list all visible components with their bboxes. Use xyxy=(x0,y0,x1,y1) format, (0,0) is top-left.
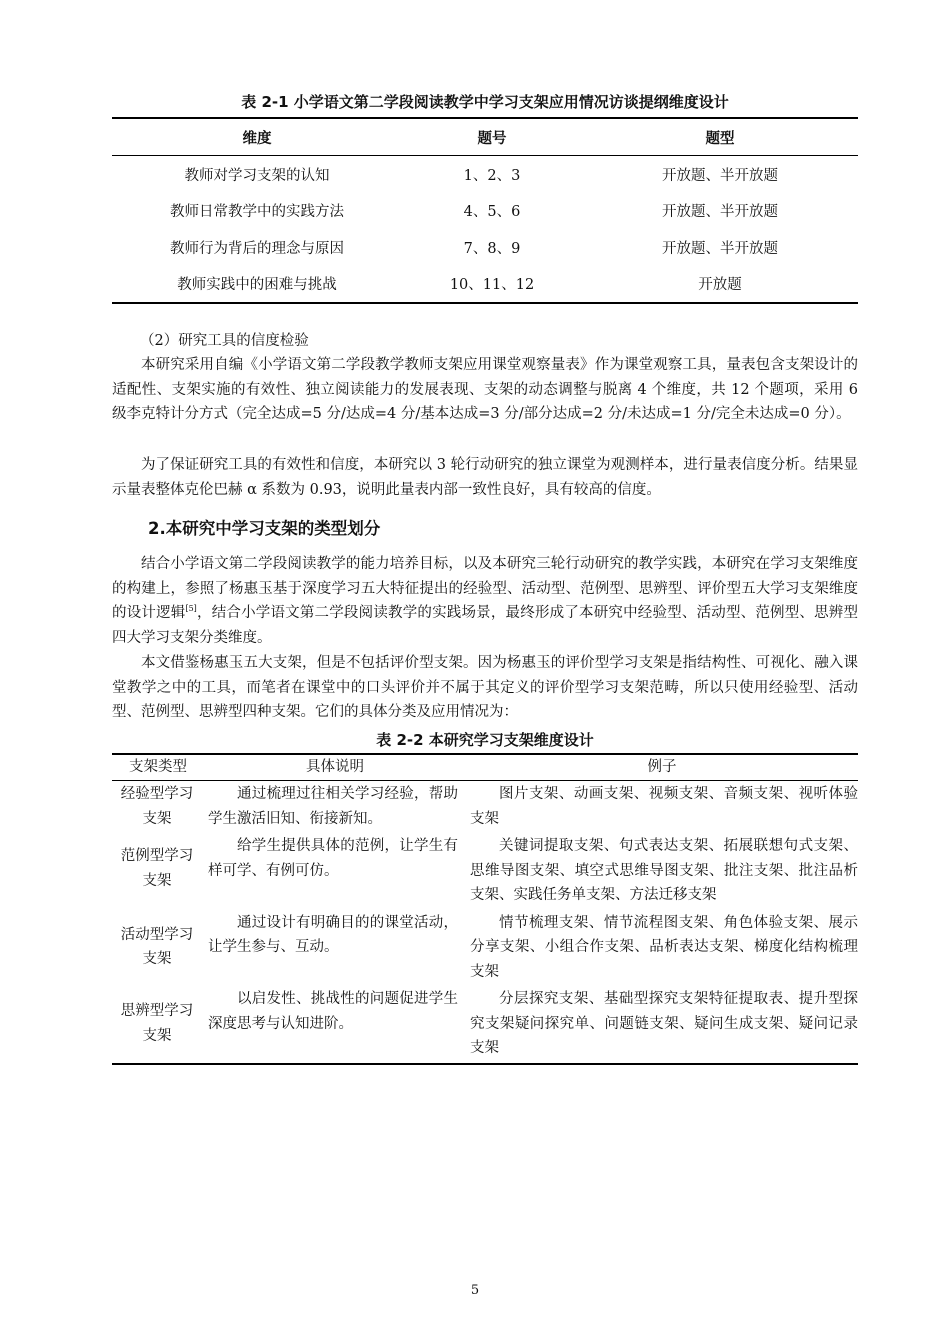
table-row xyxy=(112,156,858,193)
table1-header-question-no: 题号 xyxy=(402,118,582,156)
table1-cell: 开放题、半开放题 xyxy=(662,204,778,221)
table1-cell: 1、2、3 xyxy=(463,167,521,184)
table1-cell: 开放题 xyxy=(582,266,858,304)
table1-cell: 开放题、半开放题 xyxy=(662,167,778,184)
table1 xyxy=(112,117,858,304)
table1-cell: 教师行为背后的理念与原因 xyxy=(170,240,344,257)
table2-header-examples: 例子 xyxy=(466,754,858,781)
table-row xyxy=(112,229,858,266)
table1-header-row xyxy=(112,118,858,156)
table2-header-type: 支架类型 xyxy=(112,754,204,781)
table1-cell: 教师对学习支架的认知 xyxy=(184,167,330,184)
table1-cell: 教师日常教学中的实践方法 xyxy=(170,204,344,221)
table-row xyxy=(112,266,858,304)
table1-cell: 4、5、6 xyxy=(463,204,521,221)
reliability-subheading: （2）研究工具的信度检验 xyxy=(140,333,309,349)
table2 xyxy=(112,753,858,1065)
table2-description-cell: 给学生提供具体的范例，让学生有样可学、有例可仿。 xyxy=(208,838,458,879)
table2-header-row xyxy=(112,754,858,781)
table1-cell: 开放题、半开放题 xyxy=(662,240,778,257)
table2-examples-cell: 情节梳理支架、情节流程图支架、角色体验支架、展示分享支架、小组合作支架、品析表达支架、梯度化结构梳理支架 xyxy=(470,914,858,980)
table1-cell: 教师实践中的困难与挑战 xyxy=(112,266,402,304)
table2-description-cell: 通过设计有明确目的的课堂活动，让学生参与、互动。 xyxy=(208,914,458,955)
section2-paragraph-1-text-a: 结合小学语文第二学段阅读教学的能力培养目标，以及本研究三轮行动研究的教学实践，本研究在学习支架维度的构建上，参照了杨惠玉基于深度学习五大特征提出的经验型、活动型、范例型、思辨型、评价型五大学习支架维度的设计逻辑 xyxy=(112,556,858,621)
citation-reference: [5] xyxy=(185,604,197,614)
reliability-paragraph-1: 本研究采用自编《小学语文第二学段教学教师支架应用课堂观察量表》作为课堂观察工具，量表包含支架设计的适配性、支架实施的有效性、独立阅读能力的发展表现、支架的动态调整与脱离 4 个维度，共 12 个题项，采用 6 级李克特计分方式（完全达成=5 分/达成=4 分/基本达成=3 分/部分达成=2 分/未达成=1 分/完全未达成=0 分）。 xyxy=(112,357,858,422)
table2-description-cell: 以启发性、挑战性的问题促进学生深度思考与认知进阶。 xyxy=(204,986,466,1064)
table2-examples-cell: 关键词提取支架、句式表达支架、拓展联想句式支架、思维导图支架、填空式思维导图支架、批注支架、批注品析支架、实践任务单支架、方法迁移支架 xyxy=(470,838,858,903)
table2-examples-cell: 图片支架、动画支架、视频支架、音频支架、视听体验支架 xyxy=(470,786,858,827)
table-row xyxy=(112,986,858,1064)
table2-examples-cell: 分层探究支架、基础型探究支架特征提取表、提升型探究支架疑问探究单、问题链支架、疑问生成支架、疑问记录支架 xyxy=(466,986,858,1064)
table2-caption: 表 2-2 本研究学习支架维度设计 xyxy=(376,731,594,749)
table1-caption: 表 2-1 小学语文第二学段阅读教学中学习支架应用情况访谈提纲维度设计 xyxy=(241,93,729,111)
table2-description-cell: 通过梳理过往相关学习经验，帮助学生激活旧知、衔接新知。 xyxy=(208,786,458,827)
table2-type-cell: 范例型学习支架 xyxy=(120,848,194,889)
table1-header-dimension: 维度 xyxy=(112,118,402,156)
table2-type-cell: 经验型学习支架 xyxy=(120,786,194,827)
table-row xyxy=(112,193,858,230)
section2-paragraph-1-text-b: ，结合小学语文第二学段阅读教学的实践场景，最终形成了本研究中经验型、活动型、范例型、思辨型四大学习支架分类维度。 xyxy=(112,605,858,646)
table-row xyxy=(112,833,858,910)
table-row xyxy=(112,781,858,834)
table-row xyxy=(112,910,858,987)
table2-type-cell: 活动型学习支架 xyxy=(120,926,194,968)
section2-paragraph-2: 本文借鉴杨惠玉五大支架，但是不包括评价型支架。因为杨惠玉的评价型学习支架是指结构性、可视化、融入课堂教学之中的工具，而笔者在课堂中的口头评价并不属于其定义的评价型学习支架范畴，所以只使用经验型、活动型、范例型、思辨型四种支架。它们的具体分类及应用情况为： xyxy=(112,655,858,720)
table1-cell: 7、8、9 xyxy=(463,240,521,257)
section2-paragraph-1 xyxy=(112,552,858,650)
page-number: 5 xyxy=(470,1283,480,1298)
table1-cell: 10、11、12 xyxy=(402,266,582,304)
reliability-paragraph-2: 为了保证研究工具的有效性和信度，本研究以 3 轮行动研究的独立课堂为观测样本，进行量表信度分析。结果显示量表整体克伦巴赫 α 系数为 0.93，说明此量表内部一致性良好，具有较高的信度。 xyxy=(112,457,858,498)
section2-heading: 2.本研究中学习支架的类型划分 xyxy=(148,519,381,538)
table1-header-question-type: 题型 xyxy=(582,118,858,156)
table2-header-description: 具体说明 xyxy=(204,754,466,781)
table2-type-cell: 思辨型学习支架 xyxy=(112,986,204,1064)
